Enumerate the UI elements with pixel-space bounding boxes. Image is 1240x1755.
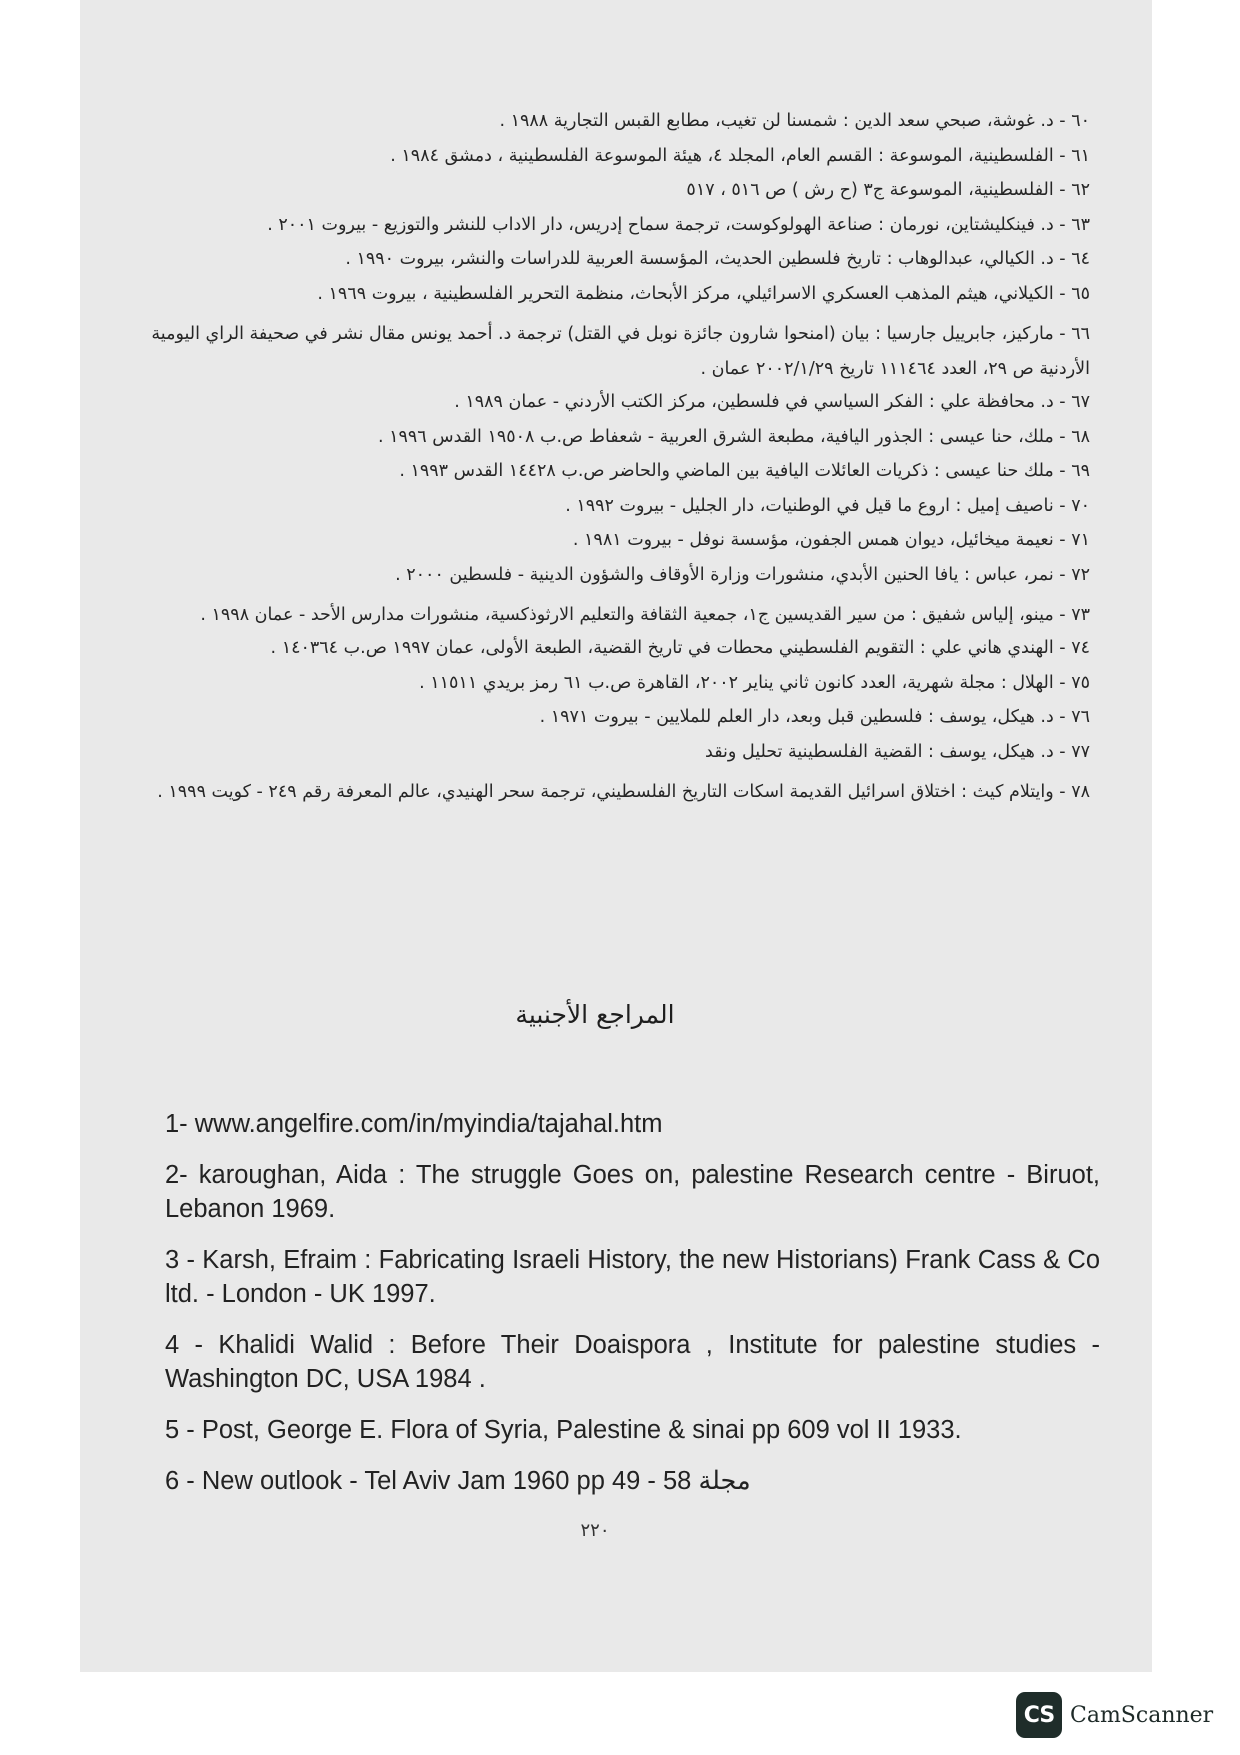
reference-68: ٦٨ - ملك، حنا عيسى : الجذور اليافية، مطبعة الشرق العربية - شعفاط ص.ب ١٩٥٠٨ القدس ١٩٩٦ . [377,426,1090,447]
foreign-reference-1: 1- www.angelfire.com/in/myindia/tajahal.htm [165,1110,663,1138]
foreign-references-list [165,1107,1100,1515]
reference-61: ٦١ - الفلسطينية، الموسوعة : القسم العام، المجلد ٤، هيئة الموسوعة الفلسطينية ، دمشق ١٩٨٤ . [390,145,1090,166]
reference-64: ٦٤ - د. الكيالي، عبدالوهاب : تاريخ فلسطين الحديث، المؤسسة العربية للدراسات والنشر، بيروت ١٩٩٠ . [345,249,1090,269]
reference-66: ٦٦ - ماركيز، جابرييل جارسيا : بيان (امنحوا شارون جائزة نوبل في القتل) ترجمة د. أحمد يونس مقال نشر في صحيفة الراي اليومية الأردنية ص ٢٩، العدد ١١١٤٦٤ تاريخ ٢٠٠٢/١/٢٩ عمان . [151,324,1090,379]
reference-71: ٧١ - نعيمة ميخائيل، ديوان همس الجفون، مؤسسة نوفل - بيروت ١٩٨١ . [572,530,1090,550]
reference-69: ٦٩ - ملك حنا عيسى : ذكريات العائلات اليافية بين الماضي والحاضر ص.ب ١٤٤٢٨ القدس ١٩٩٣ . [399,461,1090,481]
reference-60: ٦٠ - د. غوشة، صبحي سعد الدين : شمسنا لن تغيب، مطابع القبس التجارية ١٩٨٨ . [499,111,1090,131]
reference-63: ٦٣ - د. فينكليشتاين، نورمان : صناعة الهولوكوست، ترجمة سماح إدريس، دار الاداب للنشر والتوزيع - بيروت ٢٠٠١ . [267,214,1090,235]
reference-76: ٧٦ - د. هيكل، يوسف : فلسطين قبل وبعد، دار العلم للملايين - بيروت ١٩٧١ . [539,707,1090,727]
reference-73: ٧٣ - مينو، إلياس شفيق : من سير القديسين ج١، جمعية الثقافة والتعليم الارثوذكسية، منشورات مدارس الأحد - عمان ١٩٩٨ . [200,605,1090,625]
reference-72: ٧٢ - نمر، عباس : يافا الحنين الأبدي، منشورات وزارة الأوقاف والشؤون الدينية - فلسطين ٢٠٠٠ . [395,564,1090,585]
foreign-reference-6: 6 - New outlook - Tel Aviv Jam 1960 pp 49 - 58 مجلة [165,1467,751,1495]
camscanner-logo-icon: CS [1016,1692,1062,1738]
reference-65: ٦٥ - الكيلاني، هيثم المذهب العسكري الاسرائيلي، مركز الأبحاث، منظمة التحرير الفلسطينية ، بيروت ١٩٦٩ . [317,283,1090,304]
foreign-references-heading: المراجع الأجنبية [515,1000,675,1029]
reference-70: ٧٠ - ناصيف إميل : اروع ما قيل في الوطنيات، دار الجليل - بيروت ١٩٩٢ . [565,495,1090,516]
reference-62: ٦٢ - الفلسطينية، الموسوعة ج٣ (ح رش ) ص ٥١٦ ، ٥١٧ [686,180,1090,200]
camscanner-label: CamScanner [1070,1702,1214,1728]
foreign-reference-4: 4 - Khalidi Walid : Before Their Doaispora , Institute for palestine studies - Washington DC, USA 1984 . [165,1331,1100,1393]
foreign-reference-2: 2- karoughan, Aida : The struggle Goes on, palestine Research centre - Biruot, Lebanon 1969. [165,1161,1100,1223]
reference-75: ٧٥ - الهلال : مجلة شهرية، العدد كانون ثاني يناير ٢٠٠٢، القاهرة ص.ب ٦١ رمز بريدي ١١٥١١ . [419,672,1090,693]
reference-77: ٧٧ - د. هيكل، يوسف : القضية الفلسطينية تحليل ونقد [705,741,1090,762]
camscanner-watermark [1016,1690,1213,1740]
reference-74: ٧٤ - الهندي هاني علي : التقويم الفلسطيني محطات في تاريخ القضية، الطبعة الأولى، عمان ١٩٩٧ ص.ب ١٤٠٣٦٤ . [270,638,1090,658]
reference-78: ٧٨ - وايتلام كيث : اختلاق اسرائيل القديمة اسكات التاريخ الفلسطيني، ترجمة سحر الهنيدي، عالم المعرفة رقم ٢٤٩ - كويت ١٩٩٩ . [157,782,1090,802]
foreign-reference-5: 5 - Post, George E. Flora of Syria, Palestine & sinai pp 609 vol II 1933. [165,1416,962,1444]
arabic-references-list [100,110,1090,814]
page-number: ٢٢٠ [580,1520,610,1541]
foreign-reference-3: 3 - Karsh, Efraim : Fabricating Israeli History, the new Historians) Frank Cass & Co ltd. - London - UK 1997. [165,1246,1100,1308]
reference-67: ٦٧ - د. محافظة علي : الفكر السياسي في فلسطين، مركز الكتب الأردني - عمان ١٩٨٩ . [454,392,1090,412]
